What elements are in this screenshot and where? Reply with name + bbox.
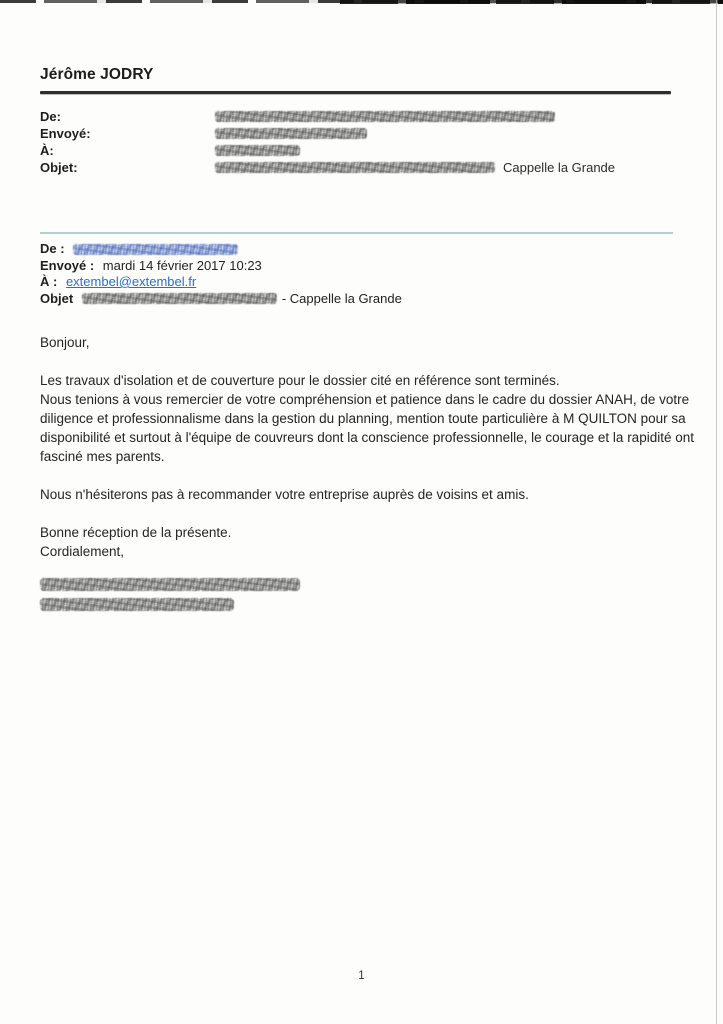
quoted-header-divider (40, 232, 673, 234)
quoted-label-envoye: Envoyé : (40, 257, 98, 273)
paragraph-1-rest: Nous tenions à vous remercier de votre compréhension et patience dans le cadre du dossier ANAH, de votre diligence et professionnalisme dans la gestion du planning, mention toute particulière à M QUILTON pour sa disponibilité et surtout à l'équipe de couvreurs dont la conscience professionnelle, le courage et la rapidité ont fasciné mes parents. (40, 392, 694, 464)
author-name: Jérôme JODRY (40, 66, 154, 83)
redacted-text (215, 145, 300, 156)
objet-suffix-text: Cappelle la Grande (503, 160, 616, 175)
paragraph-1-line-1: Les travaux d'isolation et de couverture pour le dossier cité en référence sont terminés. (40, 373, 560, 388)
field-row-envoye (40, 125, 680, 142)
email-body (40, 333, 695, 611)
quoted-label-objet: Objet (40, 290, 77, 306)
quoted-email-header (40, 241, 680, 307)
email-link: extembel@extembel.fr (65, 274, 197, 289)
field-label-a: À: (40, 143, 54, 158)
redacted-text (215, 128, 367, 139)
quoted-label-de: De : (40, 241, 69, 256)
quoted-row-envoye (40, 258, 680, 275)
field-label-objet: Objet: (40, 160, 78, 175)
field-row-objet (40, 159, 680, 176)
quoted-row-a (40, 274, 680, 291)
scan-artifact-right-edge (716, 0, 717, 1024)
field-value-envoye (215, 128, 367, 139)
scan-artifact-top-edge-right (340, 0, 723, 4)
paragraph-gap (40, 504, 695, 523)
quoted-objet-suffix: - Cappelle la Grande (281, 290, 402, 306)
header-divider (40, 91, 671, 94)
quoted-row-de (40, 241, 680, 258)
field-row-a (40, 142, 680, 159)
sent-date: mardi 14 février 2017 10:23 (102, 257, 262, 273)
field-row-de (40, 108, 680, 125)
print-header-fields (40, 108, 680, 176)
redacted-email-address (73, 244, 238, 255)
redacted-text (82, 293, 277, 304)
redacted-signature-line (40, 598, 234, 611)
signature-block (40, 578, 695, 611)
field-value-a (215, 145, 300, 156)
field-value-de (215, 111, 555, 122)
document-content (40, 66, 694, 618)
field-label-envoye: Envoyé: (40, 126, 91, 141)
quoted-label-a: À : (40, 274, 61, 289)
closing-line-1: Bonne réception de la présente. (40, 525, 232, 540)
field-value-objet (215, 160, 615, 175)
redacted-text (215, 111, 555, 122)
page-number: 1 (358, 970, 365, 982)
paragraph-gap (40, 466, 695, 485)
paragraph-2: Nous n'hésiterons pas à recommander votre entreprise auprès de voisins et amis. (40, 487, 529, 502)
greeting: Bonjour, (40, 335, 90, 350)
redacted-signature-line (40, 578, 300, 591)
paragraph-gap (40, 352, 695, 371)
quoted-row-objet (40, 291, 680, 308)
redacted-text (215, 162, 495, 173)
field-label-de: De: (40, 109, 61, 124)
closing-line-2: Cordialement, (40, 544, 125, 559)
